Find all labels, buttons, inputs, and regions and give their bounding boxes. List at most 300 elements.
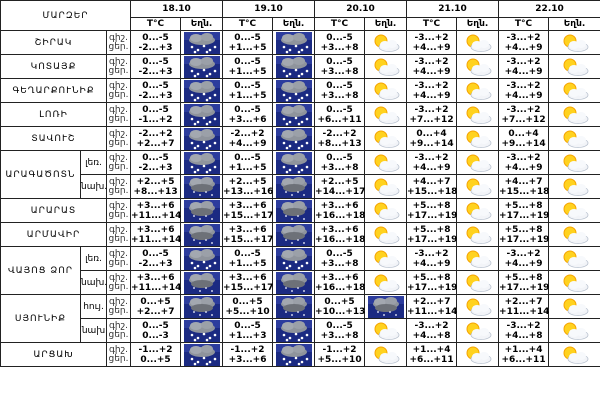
subregion-label: լեռ. xyxy=(81,151,107,175)
weather-cell xyxy=(457,127,499,151)
night-temperature: -3...+2 xyxy=(506,104,541,115)
day-temperature: +4...+9 xyxy=(504,90,543,101)
night-temperature: -2...+2 xyxy=(322,128,357,139)
temperature-cell xyxy=(407,175,457,199)
night-temperature: -3...+2 xyxy=(506,56,541,67)
weather-cell xyxy=(365,151,407,175)
weather-cell xyxy=(181,223,223,247)
night-temperature: 0...+5 xyxy=(324,296,355,307)
dark-cloud-icon xyxy=(181,272,222,294)
region-row xyxy=(1,55,600,79)
day-temperature: +4...+9 xyxy=(504,66,543,77)
forecast-body xyxy=(1,31,600,367)
night-temperature: -3...+2 xyxy=(506,248,541,259)
day-temperature: +6...+11 xyxy=(501,354,546,365)
day-temperature: +4...+9 xyxy=(412,258,451,269)
partly-sunny-icon xyxy=(365,104,406,126)
region-name: ՍՅՈՒՆԻՔ xyxy=(1,295,81,343)
night-temperature: -3...+2 xyxy=(506,80,541,91)
temperature-cell xyxy=(499,199,549,223)
temperature-cell xyxy=(223,151,273,175)
night-temperature: -3...+2 xyxy=(506,32,541,43)
partly-sunny-icon xyxy=(365,56,406,78)
temperature-cell xyxy=(315,295,365,319)
partly-sunny-icon xyxy=(457,200,498,222)
night-temperature: +3...+6 xyxy=(136,200,175,211)
day-temperature: +2...+7 xyxy=(136,138,175,149)
temperature-cell xyxy=(407,31,457,55)
temperature-cell xyxy=(407,79,457,103)
night-temperature: -3...+2 xyxy=(506,152,541,163)
day-temperature: +8...+13 xyxy=(317,138,362,149)
day-temperature: -2...+3 xyxy=(138,42,173,53)
day-temperature: +1...+5 xyxy=(228,66,267,77)
time-of-day-labels xyxy=(107,319,131,343)
partly-sunny-icon xyxy=(365,80,406,102)
dark-cloud-icon xyxy=(273,272,314,294)
day-label: ցեր. xyxy=(108,305,129,316)
day-temperature: +3...+8 xyxy=(320,330,359,341)
weather-cell xyxy=(273,199,315,223)
partly-sunny-icon xyxy=(365,176,406,198)
weather-cell xyxy=(457,55,499,79)
night-temperature: 0...-5 xyxy=(234,152,261,163)
temperature-cell xyxy=(131,223,181,247)
day-temperature: +7...+12 xyxy=(409,114,454,125)
date-header: 22.10 xyxy=(499,1,600,18)
day-label: ցեր. xyxy=(108,233,129,244)
night-temperature: 0...-5 xyxy=(142,80,169,91)
night-temperature: +5...+8 xyxy=(412,272,451,283)
temperature-cell xyxy=(131,103,181,127)
day-temperature: +17...+19 xyxy=(407,210,458,221)
day-temperature: -2...+3 xyxy=(138,162,173,173)
snow-cloud-icon xyxy=(181,344,222,366)
night-temperature: -3...+2 xyxy=(414,32,449,43)
night-temperature: -3...+2 xyxy=(414,152,449,163)
day-temperature: +11...+14 xyxy=(407,306,458,317)
night-temperature: +2...+5 xyxy=(136,176,175,187)
night-temperature: -1...+2 xyxy=(230,344,265,355)
night-temperature: 0...-5 xyxy=(234,104,261,115)
temperature-cell xyxy=(315,223,365,247)
snow-cloud-icon xyxy=(273,128,314,150)
day-label: ցեր. xyxy=(108,41,129,52)
temperature-cell xyxy=(223,199,273,223)
day-label: ցեր. xyxy=(108,185,129,196)
weather-cell xyxy=(549,103,600,127)
weather-cell xyxy=(457,343,499,367)
night-temperature: 0...+5 xyxy=(140,296,171,307)
night-temperature: +1...+4 xyxy=(412,344,451,355)
subregion-label: լեռ. xyxy=(81,247,107,271)
partly-sunny-icon xyxy=(549,200,600,222)
day-temperature: +11...+14 xyxy=(499,306,550,317)
weather-cell xyxy=(181,295,223,319)
night-label: գիշ. xyxy=(109,272,128,283)
day-temperature: +15...+18 xyxy=(499,186,550,197)
partly-sunny-icon xyxy=(457,224,498,246)
partly-sunny-icon xyxy=(365,224,406,246)
weather-cell xyxy=(181,247,223,271)
night-label: գիշ. xyxy=(109,176,128,187)
dark-cloud-icon xyxy=(273,200,314,222)
weather-cell xyxy=(273,55,315,79)
region-name: ԼՈՌԻ xyxy=(1,103,107,127)
time-of-day-labels xyxy=(107,295,131,319)
region-name: ՎԱՅՈՑ ՁՈՐ xyxy=(1,247,81,295)
night-temperature: -2...+2 xyxy=(138,128,173,139)
weather-column-header: Եղն. xyxy=(365,18,407,31)
night-temperature: 0...-5 xyxy=(142,56,169,67)
weather-cell xyxy=(457,151,499,175)
partly-sunny-icon xyxy=(365,128,406,150)
snow-cloud-icon xyxy=(181,128,222,150)
weather-cell xyxy=(273,79,315,103)
day-temperature: +17...+19 xyxy=(499,210,550,221)
region-name: ՇԻՐԱԿ xyxy=(1,31,107,55)
day-temperature: +1...+5 xyxy=(228,258,267,269)
weather-cell xyxy=(365,295,407,319)
night-temperature: +3...+6 xyxy=(136,272,175,283)
partly-sunny-icon xyxy=(549,224,600,246)
weather-cell xyxy=(549,199,600,223)
night-temperature: -1...+2 xyxy=(322,344,357,355)
night-temperature: +3...+6 xyxy=(136,224,175,235)
weather-cell xyxy=(549,79,600,103)
day-temperature: +15...+17 xyxy=(223,234,274,245)
partly-sunny-icon xyxy=(457,344,498,366)
night-label: գիշ. xyxy=(109,296,128,307)
weather-cell xyxy=(273,127,315,151)
temperature-cell xyxy=(131,31,181,55)
temperature-cell xyxy=(315,79,365,103)
weather-column-header: Եղն. xyxy=(273,18,315,31)
temperature-cell xyxy=(131,127,181,151)
temperature-cell xyxy=(499,31,549,55)
temperature-cell xyxy=(407,223,457,247)
night-temperature: -3...+2 xyxy=(414,56,449,67)
night-temperature: 0...-5 xyxy=(326,152,353,163)
partly-sunny-icon xyxy=(457,80,498,102)
day-temperature: +15...+17 xyxy=(223,282,274,293)
partly-sunny-icon xyxy=(549,56,600,78)
day-temperature: +16...+18 xyxy=(315,234,366,245)
weather-cell xyxy=(273,319,315,343)
snow-cloud-icon xyxy=(273,344,314,366)
subregion-label: նախ. xyxy=(81,271,107,295)
day-temperature: +9...+14 xyxy=(409,138,454,149)
temperature-cell xyxy=(499,295,549,319)
temperature-cell xyxy=(499,79,549,103)
night-label: գիշ. xyxy=(109,248,128,259)
night-temperature: +2...+7 xyxy=(412,296,451,307)
day-label: ցեր. xyxy=(108,329,129,340)
region-row xyxy=(1,295,600,319)
temperature-cell xyxy=(499,319,549,343)
day-label: ցեր. xyxy=(108,65,129,76)
weather-column-header: Եղն. xyxy=(549,18,600,31)
partly-sunny-icon xyxy=(457,56,498,78)
night-temperature: 0...-5 xyxy=(326,248,353,259)
region-name: ԱՐԱՐԱՏ xyxy=(1,199,107,223)
night-temperature: 0...-5 xyxy=(234,32,261,43)
day-temperature: +16...+18 xyxy=(315,210,366,221)
dark-cloud-icon xyxy=(181,224,222,246)
temperature-cell xyxy=(407,103,457,127)
night-label: գիշ. xyxy=(109,128,128,139)
dark-cloud-icon xyxy=(365,296,406,318)
time-of-day-labels xyxy=(107,127,131,151)
dark-cloud-icon xyxy=(181,176,222,198)
night-label: գիշ. xyxy=(109,104,128,115)
day-temperature: -2...+3 xyxy=(138,90,173,101)
dark-cloud-icon xyxy=(273,176,314,198)
day-temperature: +17...+19 xyxy=(499,282,550,293)
temperature-cell xyxy=(223,223,273,247)
day-temperature: +9...+14 xyxy=(501,138,546,149)
day-label: ցեր. xyxy=(108,113,129,124)
night-temperature: +5...+8 xyxy=(504,200,543,211)
weather-cell xyxy=(273,151,315,175)
temperature-cell xyxy=(407,319,457,343)
temperature-cell xyxy=(315,55,365,79)
weather-column-header: Եղն. xyxy=(457,18,499,31)
night-temperature: +2...+5 xyxy=(228,176,267,187)
temperature-cell xyxy=(315,319,365,343)
night-temperature: 0...-5 xyxy=(142,32,169,43)
partly-sunny-icon xyxy=(457,320,498,342)
partly-sunny-icon xyxy=(549,272,600,294)
temperature-cell xyxy=(407,151,457,175)
weather-cell xyxy=(273,295,315,319)
night-temperature: 0...-5 xyxy=(234,320,261,331)
weather-cell xyxy=(181,31,223,55)
partly-sunny-icon xyxy=(365,344,406,366)
weather-cell xyxy=(365,319,407,343)
partly-sunny-icon xyxy=(365,272,406,294)
weather-cell xyxy=(273,271,315,295)
weather-cell xyxy=(365,199,407,223)
temperature-cell xyxy=(223,79,273,103)
snow-cloud-icon xyxy=(181,32,222,54)
region-row xyxy=(1,79,600,103)
weather-cell xyxy=(457,271,499,295)
weather-column-header: Եղն. xyxy=(181,18,223,31)
night-temperature: +3...+6 xyxy=(320,272,359,283)
snow-cloud-icon xyxy=(273,32,314,54)
weather-cell xyxy=(365,55,407,79)
temperature-cell xyxy=(407,295,457,319)
temperature-cell xyxy=(499,271,549,295)
partly-sunny-icon xyxy=(549,176,600,198)
day-temperature: +11...+14 xyxy=(131,234,182,245)
partly-sunny-icon xyxy=(365,32,406,54)
night-temperature: 0...-5 xyxy=(234,56,261,67)
weather-cell xyxy=(273,223,315,247)
night-temperature: +3...+6 xyxy=(320,200,359,211)
night-temperature: 0...-5 xyxy=(326,320,353,331)
partly-sunny-icon xyxy=(365,248,406,270)
time-of-day-labels xyxy=(107,55,131,79)
day-temperature: +6...+11 xyxy=(409,354,454,365)
weather-cell xyxy=(549,295,600,319)
night-temperature: -3...+2 xyxy=(414,104,449,115)
temperature-cell xyxy=(223,55,273,79)
day-temperature: 0...-3 xyxy=(142,330,169,341)
partly-sunny-icon xyxy=(549,80,600,102)
weather-cell xyxy=(181,151,223,175)
temperature-cell xyxy=(131,79,181,103)
night-temperature: 0...-5 xyxy=(234,248,261,259)
temperature-cell xyxy=(407,55,457,79)
day-temperature: +3...+8 xyxy=(320,42,359,53)
date-header: 21.10 xyxy=(407,1,499,18)
weather-cell xyxy=(273,247,315,271)
time-of-day-labels xyxy=(107,175,131,199)
weather-cell xyxy=(273,343,315,367)
snow-cloud-icon xyxy=(181,104,222,126)
night-temperature: +3...+6 xyxy=(320,224,359,235)
partly-sunny-icon xyxy=(457,296,498,318)
region-row xyxy=(1,319,600,343)
weather-cell xyxy=(181,343,223,367)
temperature-cell xyxy=(499,247,549,271)
temperature-cell xyxy=(223,247,273,271)
snow-cloud-icon xyxy=(273,152,314,174)
temperature-cell xyxy=(499,103,549,127)
weather-cell xyxy=(549,271,600,295)
temperature-cell xyxy=(131,151,181,175)
weather-cell xyxy=(549,319,600,343)
weather-cell xyxy=(457,199,499,223)
day-temperature: +10...+13 xyxy=(315,306,366,317)
day-temperature: +13...+16 xyxy=(223,186,274,197)
night-temperature: +5...+8 xyxy=(412,224,451,235)
temperature-cell xyxy=(499,223,549,247)
day-temperature: +1...+3 xyxy=(228,330,267,341)
time-of-day-labels xyxy=(107,151,131,175)
temperature-cell xyxy=(407,247,457,271)
day-temperature: +14...+17 xyxy=(315,186,366,197)
weather-cell xyxy=(181,175,223,199)
weather-cell xyxy=(549,151,600,175)
weather-cell xyxy=(365,103,407,127)
dark-cloud-icon xyxy=(273,224,314,246)
night-temperature: +4...+7 xyxy=(504,176,543,187)
temperature-cell xyxy=(315,199,365,223)
temperature-cell xyxy=(131,271,181,295)
region-row xyxy=(1,127,600,151)
partly-sunny-icon xyxy=(457,32,498,54)
weather-cell xyxy=(365,247,407,271)
temperature-cell xyxy=(223,319,273,343)
day-temperature: +17...+19 xyxy=(499,234,550,245)
day-temperature: 0...+5 xyxy=(140,354,171,365)
region-name: ԿՈՏԱՅՔ xyxy=(1,55,107,79)
snow-cloud-icon xyxy=(181,56,222,78)
day-label: ցեր. xyxy=(108,281,129,292)
night-temperature: 0...+4 xyxy=(416,128,447,139)
night-temperature: -1...+2 xyxy=(138,344,173,355)
region-name: ԱՐՑԱԽ xyxy=(1,343,107,367)
snow-cloud-icon xyxy=(181,80,222,102)
region-row xyxy=(1,271,600,295)
day-label: ցեր. xyxy=(108,209,129,220)
day-temperature: +4...+9 xyxy=(412,162,451,173)
night-label: գիշ. xyxy=(109,224,128,235)
temperature-cell xyxy=(131,343,181,367)
day-temperature: +11...+14 xyxy=(131,282,182,293)
night-temperature: +5...+8 xyxy=(412,200,451,211)
partly-sunny-icon xyxy=(457,152,498,174)
night-temperature: 0...-5 xyxy=(326,32,353,43)
weather-cell xyxy=(365,127,407,151)
weather-cell xyxy=(181,79,223,103)
weather-cell xyxy=(273,31,315,55)
night-temperature: -3...+2 xyxy=(414,80,449,91)
temperature-cell xyxy=(407,271,457,295)
weather-cell xyxy=(365,31,407,55)
day-temperature: +2...+7 xyxy=(136,306,175,317)
night-temperature: +1...+4 xyxy=(504,344,543,355)
day-temperature: +6...+11 xyxy=(317,114,362,125)
temperature-cell xyxy=(315,343,365,367)
weather-cell xyxy=(181,55,223,79)
day-temperature: +4...+9 xyxy=(504,42,543,53)
partly-sunny-icon xyxy=(457,176,498,198)
temp-column-header: T°C xyxy=(315,18,365,31)
temperature-cell xyxy=(131,199,181,223)
time-of-day-labels xyxy=(107,103,131,127)
night-label: գիշ. xyxy=(109,32,128,43)
temperature-cell xyxy=(499,151,549,175)
weather-cell xyxy=(549,31,600,55)
weather-cell xyxy=(365,271,407,295)
weather-cell xyxy=(273,103,315,127)
subregion-label: նախ xyxy=(81,319,107,343)
day-temperature: +15...+18 xyxy=(407,186,458,197)
night-temperature: 0...-5 xyxy=(142,104,169,115)
day-temperature: +1...+5 xyxy=(228,162,267,173)
day-temperature: +7...+12 xyxy=(501,114,546,125)
time-of-day-labels xyxy=(107,199,131,223)
temperature-cell xyxy=(131,55,181,79)
night-temperature: 0...-5 xyxy=(142,320,169,331)
night-temperature: 0...-5 xyxy=(326,80,353,91)
day-temperature: +5...+10 xyxy=(317,354,362,365)
temperature-cell xyxy=(499,127,549,151)
date-header: 19.10 xyxy=(223,1,315,18)
region-row xyxy=(1,199,600,223)
temp-column-header: T°C xyxy=(499,18,549,31)
partly-sunny-icon xyxy=(365,320,406,342)
partly-sunny-icon xyxy=(549,344,600,366)
day-label: ցեր. xyxy=(108,137,129,148)
snow-cloud-icon xyxy=(181,152,222,174)
time-of-day-labels xyxy=(107,79,131,103)
time-of-day-labels xyxy=(107,343,131,367)
partly-sunny-icon xyxy=(457,272,498,294)
night-temperature: 0...+5 xyxy=(232,296,263,307)
weather-cell xyxy=(457,31,499,55)
night-temperature: -2...+2 xyxy=(230,128,265,139)
partly-sunny-icon xyxy=(365,152,406,174)
time-of-day-labels xyxy=(107,271,131,295)
region-name: ՏԱՎՈՒՇ xyxy=(1,127,107,151)
temperature-cell xyxy=(131,319,181,343)
snow-cloud-icon xyxy=(273,320,314,342)
